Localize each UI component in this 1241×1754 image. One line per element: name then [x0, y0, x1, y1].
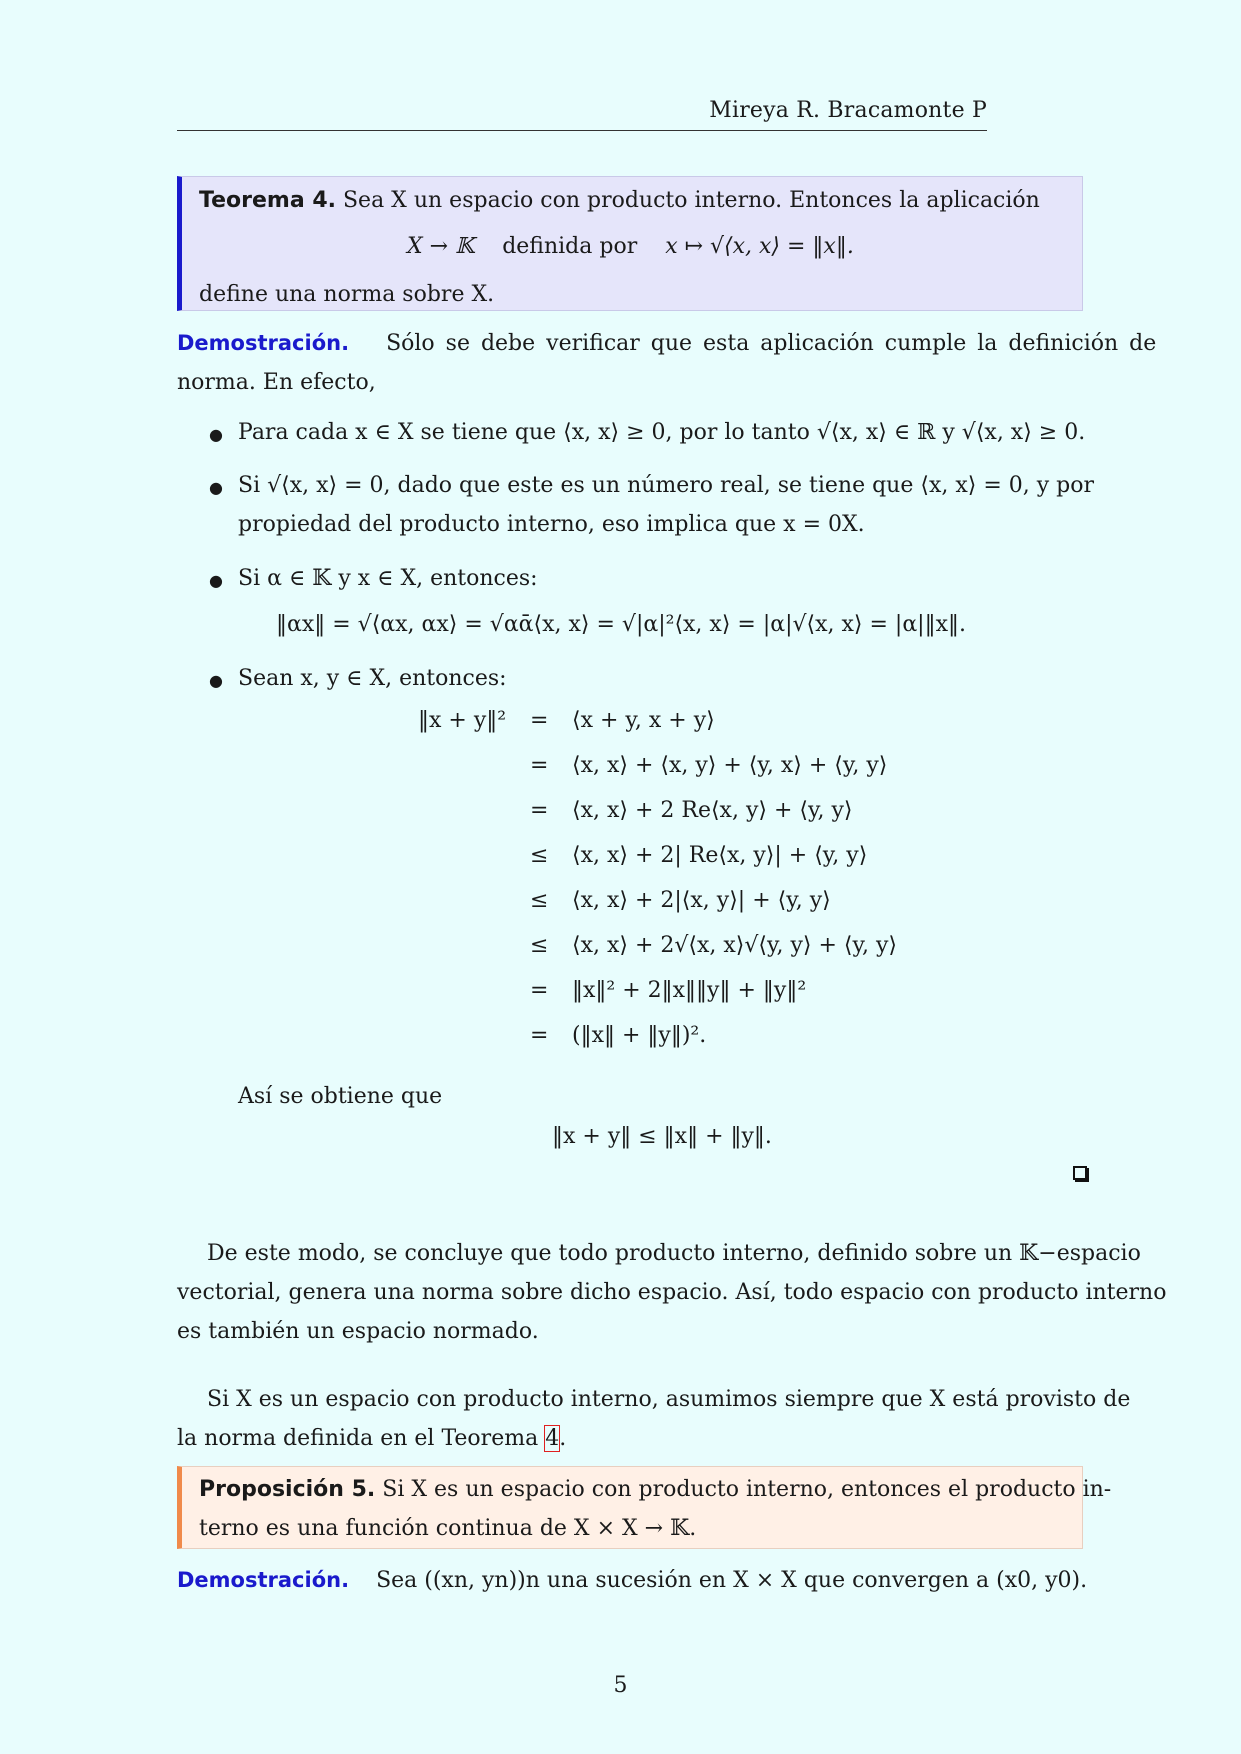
paragraph-2-line2: [177, 1419, 1083, 1458]
theorem-display-mid: definida por: [502, 234, 638, 259]
paragraph-1-line3: es también un espacio normado.: [177, 1319, 539, 1344]
theorem-display-formula: [407, 227, 854, 266]
proof2-label: Demostración.: [177, 1568, 350, 1592]
bullet-marker: ●: [209, 571, 223, 590]
align-rhs: ⟨x + y, x + y⟩: [572, 708, 715, 733]
theorem-intro: Sea X un espacio con producto interno. Entonces la aplicación: [342, 188, 1040, 213]
align-relation: ≤: [530, 888, 549, 913]
bullet-marker: ●: [209, 671, 223, 690]
align-relation: =: [530, 1023, 549, 1048]
align-rhs: ‖x‖² + 2‖x‖‖y‖ + ‖y‖²: [572, 978, 807, 1003]
align-rhs: ⟨x, x⟩ + 2√⟨x, x⟩√⟨y, y⟩ + ⟨y, y⟩: [572, 933, 897, 958]
bullet-2-line2: propiedad del producto interno, eso implica que x = 0X.: [238, 512, 865, 537]
proposition-box: [177, 1466, 1112, 1549]
theorem-first-line: [199, 181, 1040, 220]
page-number: 5: [613, 1673, 628, 1698]
qed-symbol: [1073, 1166, 1087, 1180]
theorem-map: X → 𝕂: [407, 234, 475, 259]
align-relation: =: [530, 798, 549, 823]
bullet-1-text: Para cada x ∈ X se tiene que ⟨x, x⟩ ≥ 0, por lo tanto √⟨x, x⟩ ∈ ℝ y √⟨x, x⟩ ≥ 0.: [238, 420, 1086, 445]
paragraph-2: [177, 1380, 1131, 1458]
align-rhs: ⟨x, x⟩ + 2|⟨x, y⟩| + ⟨y, y⟩: [572, 888, 831, 913]
align-rhs: ⟨x, x⟩ + ⟨x, y⟩ + ⟨y, x⟩ + ⟨y, y⟩: [572, 753, 888, 778]
header-rule: [177, 130, 987, 131]
bullet-marker: ●: [209, 425, 223, 444]
align-lhs: ‖x + y‖²: [418, 708, 507, 733]
triangle-inequality: ‖x + y‖ ≤ ‖x‖ + ‖y‖.: [552, 1124, 772, 1149]
align-rhs: ⟨x, x⟩ + 2 Re⟨x, y⟩ + ⟨y, y⟩: [572, 798, 853, 823]
paragraph-2-end: .: [559, 1426, 567, 1451]
align-relation: =: [530, 978, 549, 1003]
theorem-reference-link[interactable]: 4: [545, 1426, 560, 1451]
align-rhs: (‖x‖ + ‖y‖)².: [572, 1023, 707, 1048]
paragraph-2-text: la norma definida en el Teorema: [177, 1426, 546, 1451]
proof2-text: Sea ((xn, yn))n una sucesión en X × X que convergen a (x0, y0).: [376, 1568, 1088, 1593]
proof2-line: [177, 1561, 1087, 1600]
proof-intro-line1: [177, 324, 1157, 363]
align-relation: ≤: [530, 843, 549, 868]
theorem-closing: define una norma sobre X.: [199, 282, 495, 307]
running-header-author: Mireya R. Bracamonte P: [709, 98, 987, 123]
theorem-box: [177, 176, 1083, 311]
align-relation: =: [530, 708, 549, 733]
bullet-2-line1: Si √⟨x, x⟩ = 0, dado que este es un número real, se tiene que ⟨x, x⟩ = 0, y por: [238, 473, 1095, 498]
conclusion-intro: Así se obtiene que: [238, 1084, 443, 1109]
proposition-line2: terno es una función continua de X × X → 𝕂.: [199, 1516, 697, 1541]
bullet-3-line1: Si α ∈ 𝕂 y x ∈ X, entonces:: [238, 566, 538, 591]
bullet-4-line1: Sean x, y ∈ X, entonces:: [238, 666, 507, 691]
theorem-norm-def: x ↦ √⟨x, x⟩ = ‖x‖.: [665, 234, 854, 259]
proposition-line1: [199, 1470, 1111, 1509]
proof-label: Demostración.: [177, 331, 350, 355]
align-relation: =: [530, 753, 549, 778]
proof-intro-line2: norma. En efecto,: [177, 370, 376, 395]
align-relation: ≤: [530, 933, 549, 958]
bullet-3-equation: ‖αx‖ = √⟨αx, αx⟩ = √αᾱ⟨x, x⟩ = √|α|²⟨x, x⟩ = |α|√⟨x, x⟩ = |α|‖x‖.: [276, 612, 966, 637]
proposition-label: Proposición 5.: [199, 1477, 376, 1502]
paragraph-2-line1: Si X es un espacio con producto interno, asumimos siempre que X está provisto de: [207, 1387, 1131, 1412]
paragraph-1-line1: De este modo, se concluye que todo producto interno, definido sobre un 𝕂−espacio: [207, 1241, 1141, 1266]
proposition-text: Si X es un espacio con producto interno, entonces el producto in-: [382, 1477, 1112, 1502]
proof-intro-text: Sólo se debe verificar que esta aplicación cumple la definición de: [386, 331, 1157, 356]
paragraph-1-line2: vectorial, genera una norma sobre dicho espacio. Así, todo espacio con producto interno: [177, 1280, 1167, 1305]
align-rhs: ⟨x, x⟩ + 2| Re⟨x, y⟩| + ⟨y, y⟩: [572, 843, 868, 868]
theorem-label: Teorema 4.: [199, 188, 336, 213]
bullet-marker: ●: [209, 478, 223, 497]
paragraph-1: [177, 1234, 1167, 1351]
